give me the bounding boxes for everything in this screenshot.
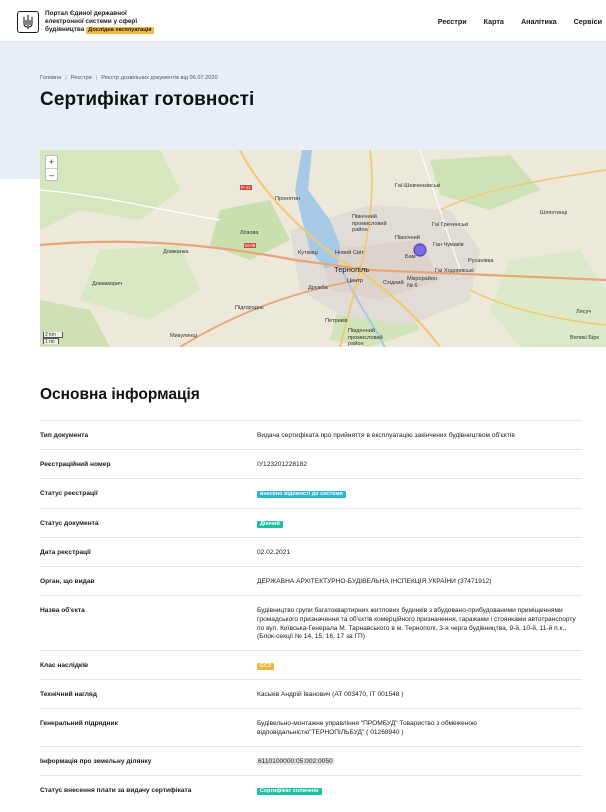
- map-label: Гаї Ходорівські: [435, 268, 474, 274]
- breadcrumb-current: Реєстр дозвільних документів від 06.07.2020: [101, 75, 218, 81]
- row-value: ДЕРЖАВНА АРХІТЕКТУРНО-БУДІВЕЛЬНА ІНСПЕКЦІЯ УКРАЇНИ (37471912): [257, 578, 492, 585]
- info-row: [40, 595, 582, 650]
- breadcrumb: [40, 75, 218, 81]
- map-label: Русанівка: [468, 258, 494, 264]
- row-value: 02.02.2021: [257, 549, 291, 556]
- map-label: Лясуч: [576, 309, 592, 315]
- page-title: Сертифікат готовності: [40, 89, 255, 110]
- breadcrumb-home[interactable]: Головна: [40, 75, 62, 81]
- map-tiles: [40, 150, 606, 347]
- registration-status-badge: внесено відомості до системи: [257, 491, 346, 498]
- info-row: [40, 746, 582, 775]
- consequence-class-badge: СС3: [257, 663, 274, 670]
- info-row: [40, 449, 582, 478]
- info-row: [40, 420, 582, 449]
- breadcrumb-registries[interactable]: Реєстри: [70, 75, 92, 81]
- zoom-control: [45, 155, 58, 181]
- payment-status-badge: Сертифікат сплачено: [257, 788, 322, 795]
- row-value: Видача сертифіката про прийняття в експлуатацію закінчених будівництвом об'єктів: [257, 432, 515, 439]
- map-label: Ган Чумаків: [433, 242, 464, 248]
- info-row: [40, 708, 582, 746]
- road-tag-m09: M-09: [245, 243, 256, 248]
- row-label: Статус реєстрації: [40, 490, 98, 497]
- brand-line-2: електронної системи у сфері: [45, 18, 138, 25]
- brand-line-3: будівництва: [45, 26, 85, 33]
- info-row: [40, 566, 582, 595]
- row-value: Каськів Андрій Іванович (АТ 003470, ІТ 001548 ): [257, 691, 404, 698]
- info-row: [40, 650, 582, 679]
- map-label-city: Тернопіль: [334, 265, 370, 274]
- map-label: Довжанка: [163, 249, 189, 255]
- info-row: [40, 775, 582, 804]
- info-row: [40, 478, 582, 508]
- map-label: Великі Бірк: [570, 335, 599, 341]
- main-nav: [438, 17, 602, 26]
- breadcrumb-separator: |: [95, 75, 98, 81]
- map-label: Петриків: [325, 318, 348, 324]
- main-info-table: [40, 420, 582, 804]
- row-value: Будівельно-монтажне управління "ПРОМБУД" Товариство з обмеженою відповідальністю"ТЕРНОПІЛЬБУД" ( 01268940 ): [257, 720, 477, 736]
- map-label: Центр: [347, 278, 364, 284]
- map-label: Бам: [405, 254, 416, 260]
- section-title-main-info: Основна інформація: [40, 386, 200, 403]
- scale-mi: 1 mi: [43, 338, 59, 344]
- map-label: Новий Світ: [335, 250, 364, 256]
- nav-map[interactable]: Карта: [483, 17, 504, 26]
- document-status-badge: Діючий: [257, 521, 283, 528]
- row-label: Статус внесення плати за видачу сертифіката: [40, 787, 192, 794]
- nav-services[interactable]: Сервіси: [573, 17, 602, 26]
- road-tag-p41: P-41: [241, 185, 251, 190]
- scale-km: 2 km: [43, 332, 63, 338]
- trident-logo-icon[interactable]: [17, 11, 39, 33]
- map-label: Північний: [395, 235, 420, 241]
- map-label: Шляхтинці: [540, 210, 568, 216]
- row-label: Клас наслідків: [40, 662, 89, 669]
- map-label: Підгороднє: [235, 305, 264, 311]
- map-label: Гаї Гречинські: [432, 222, 469, 228]
- map-label: Микулинці: [170, 333, 197, 339]
- row-value: ІУ123201228182: [257, 461, 308, 468]
- info-row: [40, 679, 582, 708]
- map-label: Лозова: [240, 230, 259, 236]
- location-map[interactable]: [40, 150, 606, 347]
- zoom-out-button[interactable]: –: [46, 168, 57, 180]
- map-label: Мікрорайон № 6: [407, 276, 438, 289]
- row-label: Дата реєстрації: [40, 549, 91, 556]
- top-header: [0, 0, 606, 42]
- breadcrumb-separator: |: [65, 75, 67, 81]
- map-label: Східний: [383, 280, 404, 286]
- map-label: Пронятин: [275, 196, 301, 202]
- nav-analytics[interactable]: Аналітика: [520, 17, 557, 26]
- portal-brand[interactable]: [45, 10, 175, 34]
- map-label: Домаморич: [92, 281, 123, 287]
- row-label: Технічний нагляд: [40, 691, 97, 698]
- map-label: Північний промисловий район: [352, 214, 387, 233]
- map-label: Гаї-Шевченківські: [395, 183, 441, 189]
- row-label: Інформація про земельну ділянку: [40, 758, 152, 765]
- row-label: Назва об'єкта: [40, 607, 85, 614]
- map-scale: [43, 332, 63, 344]
- map-label: Дружба: [308, 285, 328, 291]
- brand-line-1: Портал Єдиної державної: [45, 10, 127, 17]
- info-row: [40, 537, 582, 566]
- row-label: Реєстраційний номер: [40, 461, 111, 468]
- map-label: Кутківці: [298, 250, 318, 256]
- beta-badge: Дослідна експлуатація: [88, 27, 152, 33]
- nav-registries[interactable]: Реєстри: [437, 17, 467, 26]
- cadastral-number[interactable]: 6110100000:05:002:0050: [258, 758, 333, 765]
- row-label: Тип документа: [40, 432, 89, 439]
- zoom-in-button[interactable]: +: [48, 157, 55, 167]
- row-label: Статус документа: [40, 520, 99, 527]
- info-row: [40, 508, 582, 537]
- map-label: Південний промисловий район: [348, 328, 383, 347]
- row-label: Орган, що видав: [40, 578, 95, 585]
- row-value: Будівництво групи багатоквартирних житлових будинків з вбудовано-прибудованими приміщеннями громадського призначення та об'єктів комерційного призначення, гаражами і стоянками автотранспорту по вул. Київська-Генерала М. Тарнавського в м. Тернополі, 3-я черга будівництва, 9-й, 10-й, 11-й п.к., (Блок-секції № 14, 15, 16, 17 за ГП): [257, 607, 576, 641]
- row-label: Генеральний підрядник: [40, 720, 118, 727]
